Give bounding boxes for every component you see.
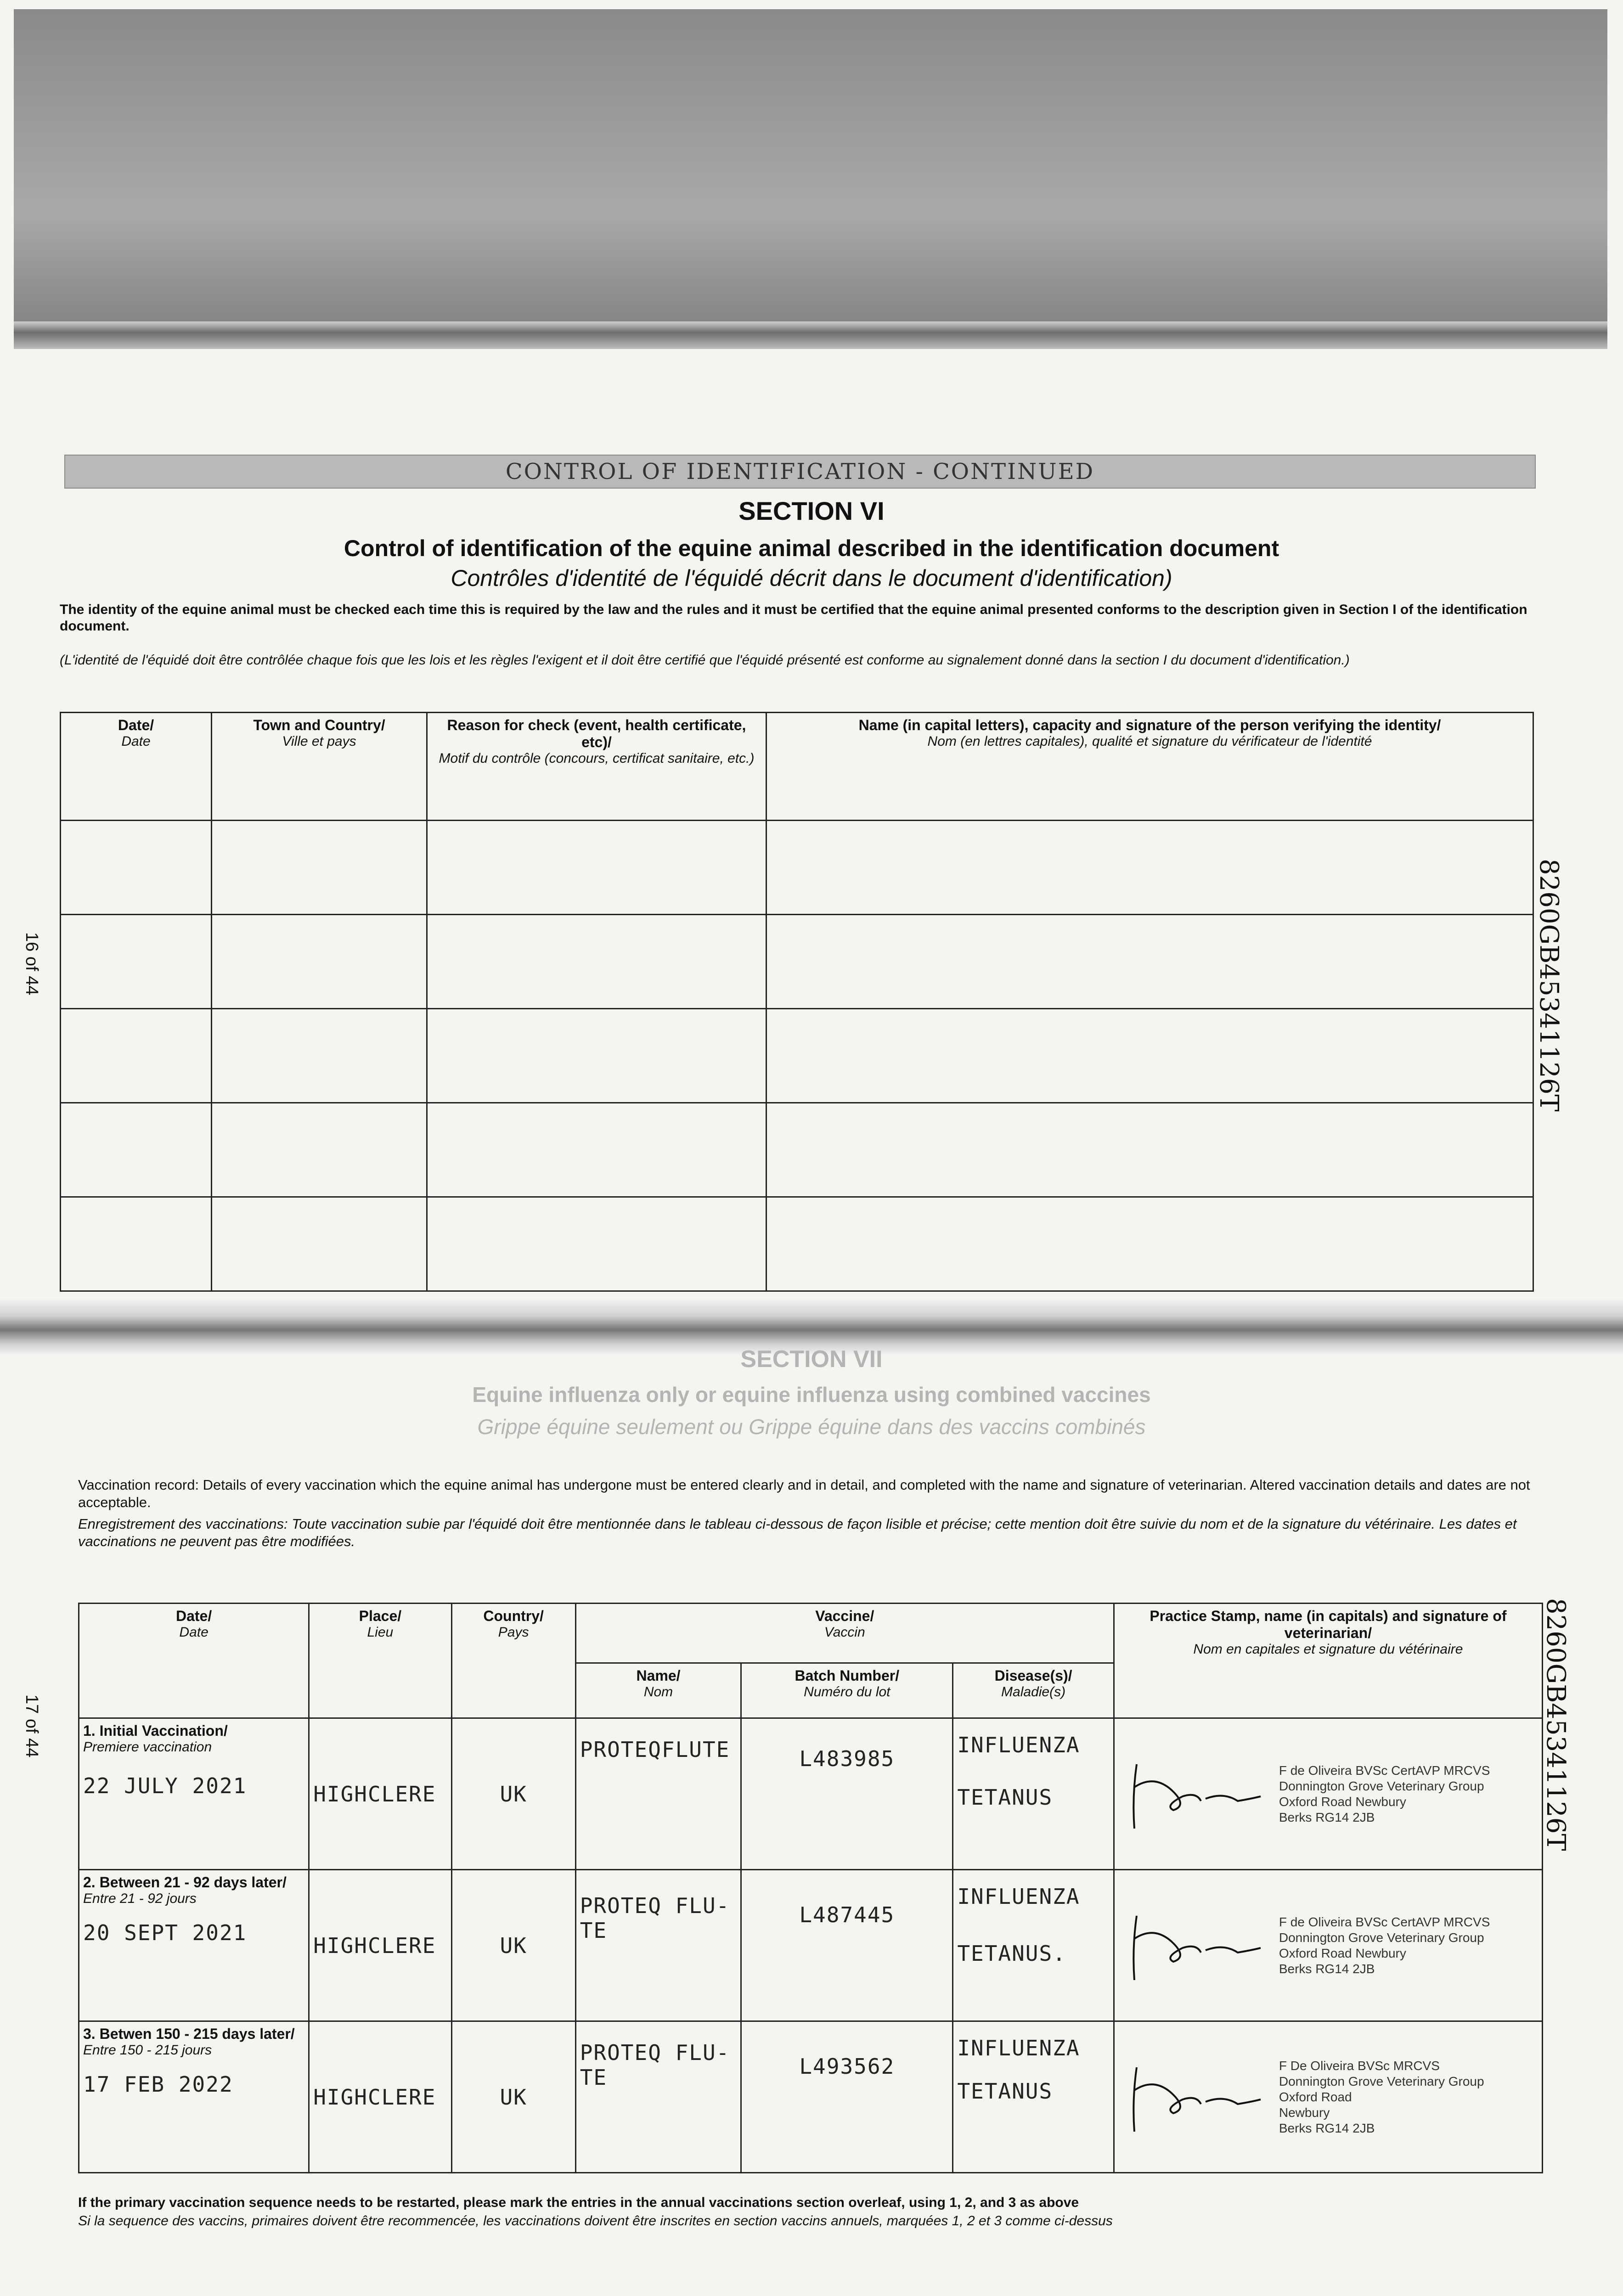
footer-note-fr: Si la sequence des vaccins, primaires doivent être recommencée, les vaccinations doivent être inscrites en section vaccins annuels, marquées 1, 2 et 3 comme ci-dessus — [78, 2213, 1113, 2228]
col-header-practice: Practice Stamp, name (in capitals) and signature of veterinarian/ Nom en capitales et signature du vétérinaire — [1114, 1604, 1542, 1718]
header-banner: CONTROL OF IDENTIFICATION - CONTINUED — [64, 455, 1536, 489]
vaccine-name-value: PROTEQ FLU-TE — [580, 1893, 730, 1943]
vaccination-date: 22 JULY 2021 — [83, 1773, 247, 1798]
section-6-subtitle-fr: Contrôles d'identité de l'équidé décrit dans le document d'identification) — [451, 565, 1172, 591]
col-header-date: Date/ Date — [61, 713, 212, 821]
disease-value: TETANUS — [957, 1785, 1053, 1810]
table-row — [79, 1718, 1543, 1870]
col-header-date: Date/ Date — [79, 1604, 309, 1718]
vaccine-name-value: PROTEQ FLU-TE — [580, 2040, 730, 2090]
table-row — [61, 915, 1533, 1009]
footer-note: If the primary vaccination sequence needs to be restarted, please mark the entries in the annual vaccinations section overleaf, using 1, 2, and 3 as above — [78, 2195, 1079, 2210]
country-value: UK — [500, 2084, 527, 2110]
vet-signature-icon — [1118, 1755, 1265, 1833]
page-edge-shadow — [14, 321, 1607, 349]
batch-value: L483985 — [799, 1746, 895, 1771]
page-number-upper: 16 of 44 — [22, 932, 41, 996]
disease-value: INFLUENZA — [957, 1884, 1080, 1909]
table-row — [61, 1197, 1533, 1291]
col-header-vaccine-name: Name/ Nom — [575, 1663, 741, 1718]
table-header-row — [61, 713, 1533, 821]
disease-value: INFLUENZA — [957, 1733, 1080, 1757]
section-6-intro-fr: (L'identité de l'équidé doit être contrôlée chaque fois que les lois et les règles l'exigent et il doit être certifié que l'équidé présenté est conforme au signalement donné dans la section I du document d'identification.) — [60, 653, 1350, 668]
section-7-subtitle: Equine influenza only or equine influenza using combined vaccines — [472, 1383, 1151, 1407]
row-label-fr: Premiere vaccination — [83, 1739, 212, 1755]
col-header-town: Town and Country/ Ville et pays — [212, 713, 427, 821]
row-label-fr: Entre 150 - 215 jours — [83, 2043, 212, 2058]
disease-value: TETANUS — [957, 2079, 1053, 2104]
col-header-reason: Reason for check (event, health certificate, etc)/ Motif du contrôle (concours, certificat sanitaire, etc.) — [427, 713, 766, 821]
table-row — [79, 2021, 1543, 2173]
vaccination-date: 17 FEB 2022 — [83, 2072, 233, 2097]
vaccination-table — [78, 1603, 1543, 2173]
table-row — [61, 821, 1533, 915]
col-header-place: Place/ Lieu — [309, 1604, 451, 1718]
serial-number-lower: 8260GB45341126T — [1541, 1598, 1571, 1851]
section-6-subtitle: Control of identification of the equine animal described in the identification document — [344, 535, 1279, 561]
vaccine-name-value: PROTEQFLUTE — [580, 1737, 730, 1762]
row-3-date-cell — [79, 2021, 309, 2173]
col-header-country: Country/ Pays — [451, 1604, 575, 1718]
row-2-date-cell — [79, 1870, 309, 2021]
batch-value: L487445 — [799, 1902, 895, 1927]
vaccination-intro-fr: Enregistrement des vaccinations: Toute vaccination subie par l'équidé doit être mentionnée dans le tableau ci-dessous de façon lisible et précise; cette mention doit être suivie du nom et de la signature du vétérinaire. Les dates et vaccinations ne peuvent pas être modifiées. — [78, 1516, 1517, 1549]
place-value: HIGHCLERE — [313, 2084, 436, 2110]
table-row — [61, 1009, 1533, 1103]
top-shaded-band — [14, 9, 1607, 349]
row-label: 2. Between 21 - 92 days later/ — [83, 1874, 287, 1891]
vet-signature-icon — [1118, 2058, 1265, 2136]
disease-value: TETANUS. — [957, 1941, 1066, 1966]
country-value: UK — [500, 1933, 527, 1958]
place-value: HIGHCLERE — [313, 1933, 436, 1958]
country-value: UK — [500, 1781, 527, 1806]
practice-stamp: F de Oliveira BVSc CertAVP MRCVS Donnington Grove Veterinary Group Oxford Road Newbury Berks RG14 2JB — [1279, 1914, 1490, 1976]
batch-value: L493562 — [799, 2054, 895, 2079]
place-value: HIGHCLERE — [313, 1781, 436, 1806]
page-number-lower: 17 of 44 — [22, 1694, 41, 1758]
serial-number-upper: 8260GB45341126T — [1534, 859, 1564, 1112]
section-6-title: SECTION VI — [738, 496, 885, 525]
vaccination-date: 20 SEPT 2021 — [83, 1920, 247, 1945]
identity-check-table — [60, 712, 1534, 1292]
table-row — [61, 1103, 1533, 1197]
section-6-intro: The identity of the equine animal must be checked each time this is required by the law and the rules and it must be certified that the equine animal presented conforms to the description given in Section I of the identification document. — [60, 602, 1527, 634]
row-label: 3. Betwen 150 - 215 days later/ — [83, 2026, 295, 2042]
row-1-date-cell — [79, 1718, 309, 1870]
disease-value: INFLUENZA — [957, 2036, 1080, 2060]
table-row — [79, 1870, 1543, 2021]
col-header-batch: Batch Number/ Numéro du lot — [741, 1663, 953, 1718]
col-header-vaccine: Vaccine/ Vaccin — [575, 1604, 1114, 1663]
col-header-disease: Disease(s)/ Maladie(s) — [953, 1663, 1114, 1718]
practice-stamp: F De Oliveira BVSc MRCVS Donnington Grove Veterinary Group Oxford Road Newbury Berks RG14 2JB — [1279, 2058, 1484, 2135]
vaccination-header-row — [79, 1604, 1543, 1663]
col-header-verifier: Name (in capital letters), capacity and signature of the person verifying the identity/ Nom (en lettres capitales), qualité et signature du vérificateur de l'identité — [766, 713, 1533, 821]
practice-stamp: F de Oliveira BVSc CertAVP MRCVS Donnington Grove Veterinary Group Oxford Road Newbury Berks RG14 2JB — [1279, 1763, 1490, 1824]
row-label-fr: Entre 21 - 92 jours — [83, 1891, 197, 1906]
section-7-subtitle-fr: Grippe équine seulement ou Grippe équine dans des vaccins combinés — [477, 1415, 1146, 1439]
vaccination-intro: Vaccination record: Details of every vaccination which the equine animal has undergone must be entered clearly and in detail, and completed with the name and signature of veterinarian. Altered vaccination details and dates are not acceptable. — [78, 1477, 1530, 1510]
section-7-title: SECTION VII — [740, 1346, 883, 1373]
vet-signature-icon — [1118, 1907, 1265, 1985]
row-label: 1. Initial Vaccination/ — [83, 1722, 228, 1739]
